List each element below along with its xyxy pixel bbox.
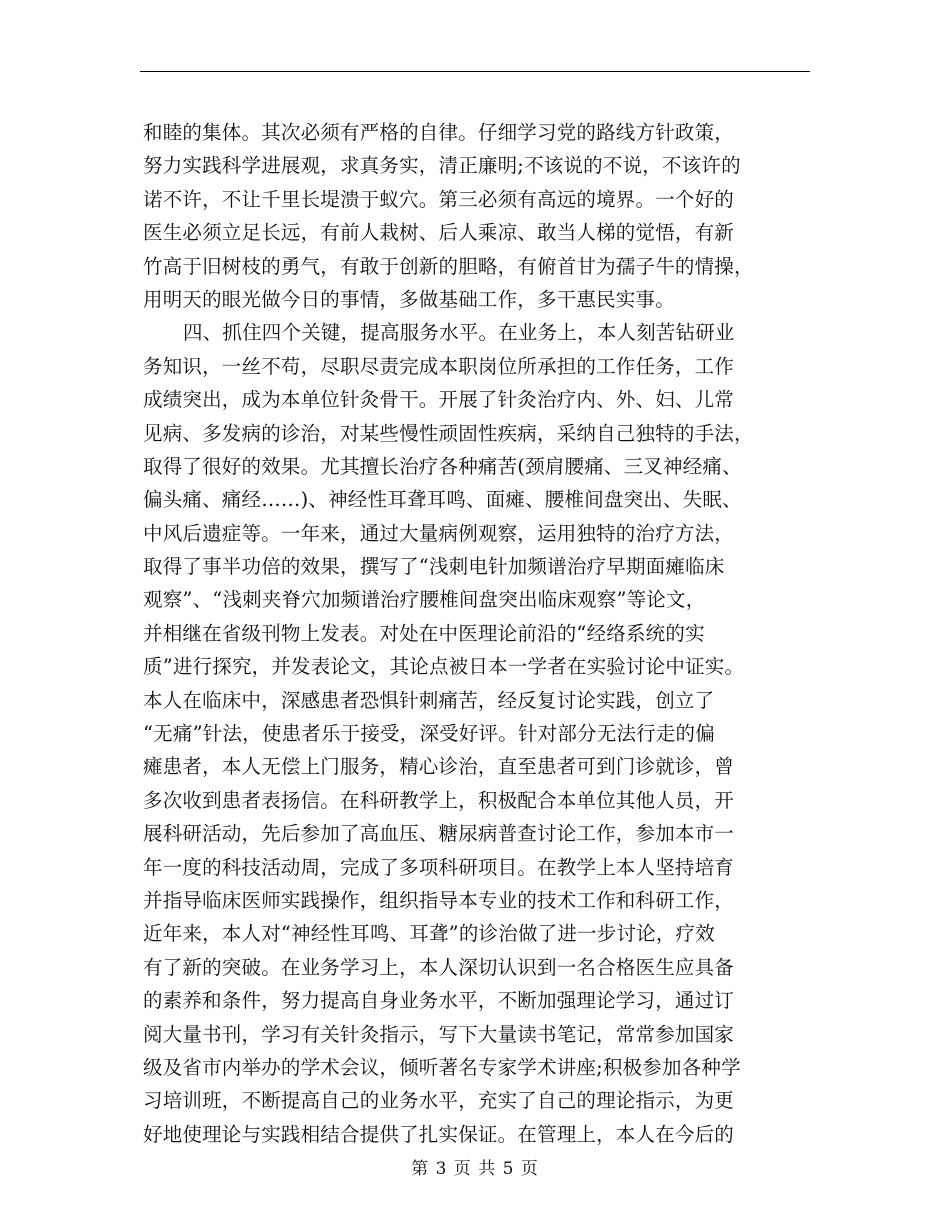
text-line: 展科研活动，先后参加了高血压、糖尿病普查讨论工作，参加本市一 [143,822,735,846]
text-line: 近年来，本人对“神经性耳鸣、耳聋”的诊治做了进一步讨论，疗效 [143,922,715,946]
text-line: 取得了很好的效果。尤其擅长治疗各种痛苦(颈肩腰痛、三叉神经痛、 [143,454,742,478]
text-line: “无痛”针法，使患者乐于接受，深受好评。针对部分无法行走的偏 [143,722,715,746]
text-line: 诺不许，不让千里长堤溃于蚁穴。第三必须有高远的境界。一个好的 [143,187,735,211]
text-line: 医生必须立足长远，有前人栽树、后人乘凉、敢当人梯的觉悟，有新 [143,221,735,245]
page-number: 第 3 页 共 5 页 [411,1159,539,1179]
text-line: 瘫患者，本人无偿上门服务，精心诊治，直至患者可到门诊就诊，曾 [143,755,735,779]
text-line: 务知识，一丝不苟，尽职尽责完成本职岗位所承担的工作任务，工作 [143,354,735,378]
text-line: 并指导临床医师实践操作，组织指导本专业的技术工作和科研工作， [143,888,735,912]
text-line: 偏头痛、痛经……)、神经性耳聋耳鸣、面瘫、腰椎间盘突出、失眠、 [143,488,742,512]
text-line: 取得了事半功倍的效果，撰写了“浅刺电针加频谱治疗早期面瘫临床 [143,555,725,579]
document-body [143,116,810,1151]
text-line: 级及省市内举办的学术会议，倾听著名专家学术讲座;积极参加各种学 [143,1055,741,1079]
text-line: 并相继在省级刊物上发表。对处在中医理论前沿的“经络系统的实 [143,621,705,645]
text-line: 质”进行探究，并发表论文，其论点被日本一学者在实验讨论中证实。 [143,655,745,679]
text-line: 见病、多发病的诊治，对某些慢性顽固性疾病，采纳自己独特的手法， [143,421,754,445]
text-line: 中风后遗症等。一年来，通过大量病例观察，运用独特的治疗方法， [143,521,735,545]
text-line: 用明天的眼光做今日的事情，多做基础工作，多干惠民实事。 [143,287,675,311]
text-line: 观察”、“浅刺夹脊穴加频谱治疗腰椎间盘突出临床观察”等论文， [143,588,706,612]
text-line: 本人在临床中，深感患者恐惧针刺痛苦，经反复讨论实践，创立了 [143,688,715,712]
text-line: 好地使理论与实践相结合提供了扎实保证。在管理上，本人在今后的 [143,1122,735,1146]
text-line: 有了新的突破。在业务学习上，本人深切认识到一名合格医生应具备 [143,955,735,979]
text-line: 多次收到患者表扬信。在科研教学上，积极配合本单位其他人员，开 [143,788,735,812]
text-line: 的素养和条件，努力提高自身业务水平，不断加强理论学习，通过订 [143,989,735,1013]
text-line: 和睦的集体。其次必须有严格的自律。仔细学习党的路线方针政策， [143,121,735,144]
paragraph-start-line: 四、抓住四个关键，提高服务水平。在业务上，本人刻苦钻研业 [183,321,735,345]
text-line: 竹高于旧树枝的勇气，有敢于创新的胆略，有俯首甘为孺子牛的情操， [143,254,754,278]
text-line: 努力实践科学进展观，求真务实，清正廉明;不该说的不说，不该许的 [143,154,741,178]
header-rule [140,71,810,72]
text-line: 年一度的科技活动周，完成了多项科研项目。在教学上本人坚持培育 [143,855,735,879]
text-line: 成绩突出，成为本单位针灸骨干。开展了针灸治疗内、外、妇、儿常 [143,388,735,412]
text-line: 习培训班，不断提高自己的业务水平，充实了自己的理论指示，为更 [143,1089,735,1113]
text-line: 阅大量书刊，学习有关针灸指示，写下大量读书笔记，常常参加国家 [143,1022,735,1046]
